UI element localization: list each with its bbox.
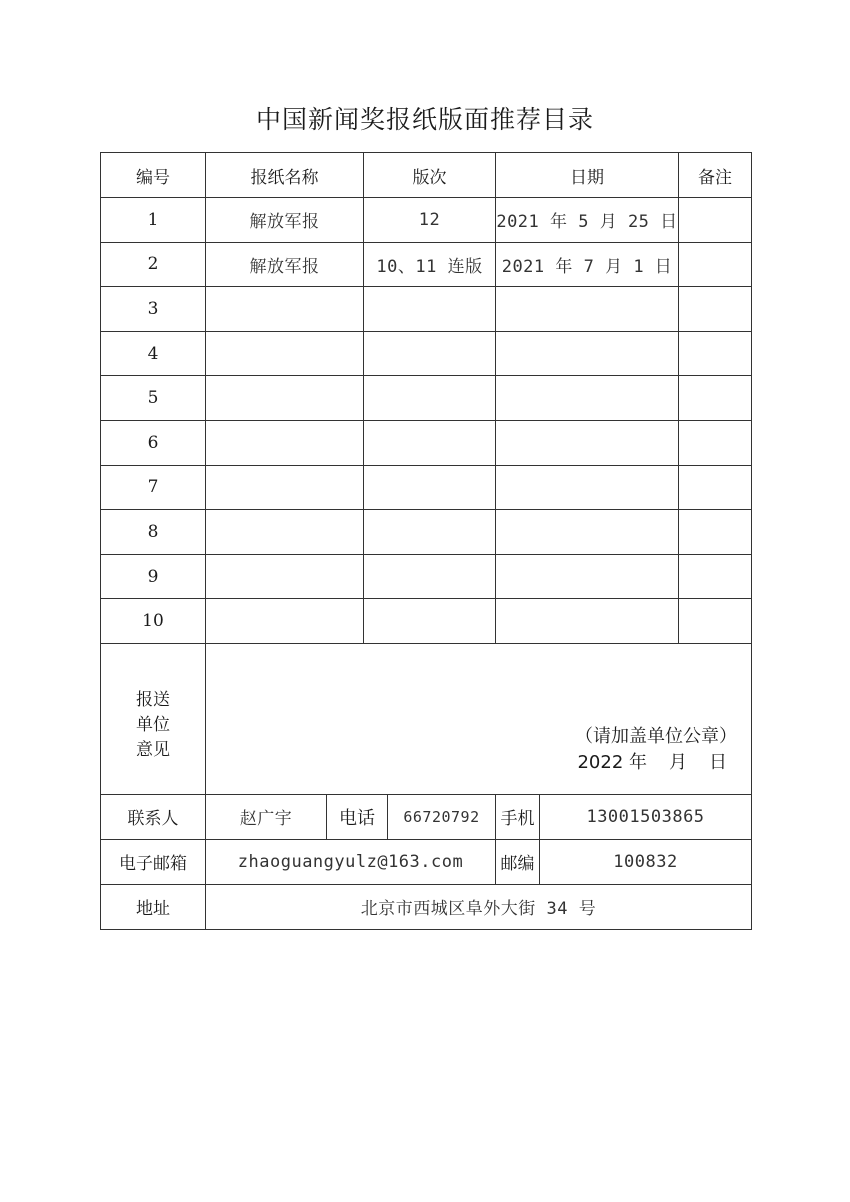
cell-remarks [679, 376, 752, 421]
cell-number: 8 [101, 510, 206, 555]
cell-paper-name [206, 376, 364, 421]
cell-paper-name [206, 331, 364, 376]
opinion-row [101, 643, 752, 794]
cell-date [496, 465, 679, 510]
table-row [101, 331, 752, 376]
recommendation-table [100, 152, 752, 930]
email-label: 电子邮箱 [101, 839, 206, 884]
cell-date [496, 420, 679, 465]
mobile-value: 13001503865 [540, 794, 752, 839]
cell-paper-name [206, 510, 364, 555]
cell-date: 2021 年 5 月 25 日 [496, 198, 679, 243]
phone-label [327, 794, 496, 839]
postcode-value: 100832 [540, 839, 752, 884]
cell-number: 5 [101, 376, 206, 421]
sign-day: 日 [709, 751, 727, 773]
cell-paper-name [206, 420, 364, 465]
cell-number: 10 [101, 599, 206, 644]
cell-remarks [679, 242, 752, 287]
address-value: 北京市西城区阜外大街 34 号 [206, 884, 752, 929]
cell-edition: 12 [364, 198, 496, 243]
cell-paper-name [206, 465, 364, 510]
email-value: zhaoguangyulz@163.com [206, 839, 496, 884]
table-row [101, 554, 752, 599]
cell-remarks [679, 331, 752, 376]
cell-number: 3 [101, 287, 206, 332]
cell-date: 2021 年 7 月 1 日 [496, 242, 679, 287]
cell-remarks [679, 599, 752, 644]
cell-date [496, 287, 679, 332]
cell-number: 1 [101, 198, 206, 243]
table-row [101, 287, 752, 332]
table-row [101, 376, 752, 421]
opinion-label-line: 单位 [136, 715, 170, 736]
cell-remarks [679, 554, 752, 599]
mobile-label: 手机 [496, 794, 540, 839]
cell-edition [364, 287, 496, 332]
phone-value: 66720792 [403, 807, 480, 826]
cell-number: 7 [101, 465, 206, 510]
cell-edition [364, 510, 496, 555]
cell-edition [364, 554, 496, 599]
cell-remarks [679, 287, 752, 332]
header-number: 编号 [101, 153, 206, 198]
table-row [101, 465, 752, 510]
table-row [101, 420, 752, 465]
phone-label-text: 电话 [327, 795, 388, 839]
cell-paper-name [206, 554, 364, 599]
sign-date [577, 748, 727, 774]
cell-paper-name: 解放军报 [206, 242, 364, 287]
cell-number: 9 [101, 554, 206, 599]
cell-edition [364, 331, 496, 376]
cell-date [496, 510, 679, 555]
document-title: 中国新闻奖报纸版面推荐目录 [255, 105, 594, 134]
opinion-area[interactable] [206, 643, 752, 794]
stamp-note: （请加盖单位公章） [575, 725, 737, 747]
cell-date [496, 554, 679, 599]
cell-edition [364, 420, 496, 465]
header-date: 日期 [496, 153, 679, 198]
cell-paper-name: 解放军报 [206, 198, 364, 243]
table-row [101, 599, 752, 644]
cell-date [496, 331, 679, 376]
opinion-label-line: 报送 [136, 690, 170, 711]
cell-number: 2 [101, 242, 206, 287]
email-row [101, 839, 752, 884]
header-paper-name: 报纸名称 [206, 153, 364, 198]
contact-person-value: 赵广宇 [206, 794, 327, 839]
header-edition: 版次 [364, 153, 496, 198]
postcode-label: 邮编 [496, 839, 540, 884]
cell-date [496, 599, 679, 644]
cell-edition [364, 599, 496, 644]
table-row [101, 198, 752, 243]
cell-edition [364, 465, 496, 510]
contact-person-label: 联系人 [101, 794, 206, 839]
cell-paper-name [206, 287, 364, 332]
table-row [101, 510, 752, 555]
cell-paper-name [206, 599, 364, 644]
cell-remarks [679, 420, 752, 465]
header-remarks: 备注 [679, 153, 752, 198]
opinion-label [101, 643, 206, 794]
header-row [101, 153, 752, 198]
cell-edition: 10、11 连版 [364, 242, 496, 287]
cell-remarks [679, 465, 752, 510]
sign-month: 月 [669, 751, 687, 773]
address-row [101, 884, 752, 929]
table-row [101, 242, 752, 287]
cell-remarks [679, 510, 752, 555]
cell-date [496, 376, 679, 421]
address-label: 地址 [101, 884, 206, 929]
contact-row [101, 794, 752, 839]
cell-number: 6 [101, 420, 206, 465]
opinion-label-line: 意见 [136, 740, 170, 761]
sign-year: 2022 年 [577, 751, 647, 773]
cell-remarks [679, 198, 752, 243]
cell-number: 4 [101, 331, 206, 376]
cell-edition [364, 376, 496, 421]
